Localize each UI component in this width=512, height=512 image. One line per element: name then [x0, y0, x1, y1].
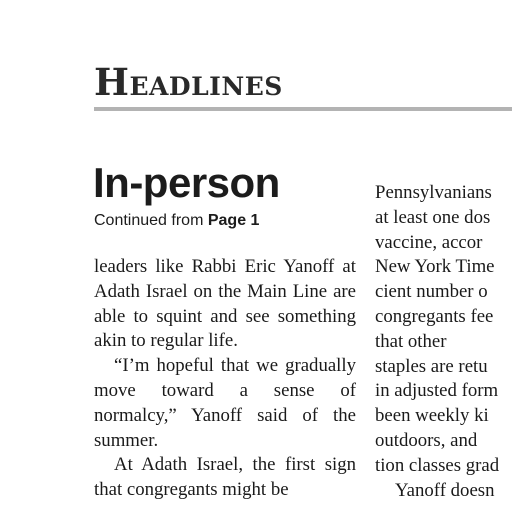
continued-prefix: Continued from — [94, 212, 208, 229]
article-column-right — [375, 181, 512, 503]
column-line: in adjusted form — [375, 380, 499, 402]
section-header — [94, 60, 283, 104]
column-line: staples are retu — [375, 355, 488, 377]
continued-page-ref: Page 1 — [207, 212, 260, 229]
column-line: congregants fee — [375, 305, 494, 327]
article-column-left — [94, 255, 356, 503]
paragraph: “I’m hopeful that we gradually move toward a sense of normalcy,” Yanoff said of the summer. — [94, 355, 356, 451]
paragraph: At Adath Israel, the first sign that congregants might be — [94, 454, 356, 501]
column-line: Pennsylvanians — [375, 182, 492, 203]
column-line: Yanoff doesn — [395, 479, 495, 501]
section-divider — [94, 107, 512, 111]
column-line: that other — [375, 330, 447, 352]
column-line: tion classes grad — [375, 454, 500, 476]
column-line: been weekly ki — [375, 405, 489, 427]
column-line: New York Time — [375, 256, 495, 278]
article-headline: In-person — [93, 159, 280, 206]
paragraph: leaders like Rabbi Eric Yanoff at Adath Israel on the Main Line are able to squint and see something akin to regular life. — [94, 256, 356, 352]
section-title-rest: EADLINES — [129, 72, 283, 101]
section-title-initial: H — [94, 60, 130, 104]
column-line: outdoors, and — [375, 429, 478, 451]
column-line: vaccine, accor — [375, 231, 483, 253]
continued-from-line — [94, 211, 259, 231]
column-line: cient number o — [375, 281, 488, 303]
column-line: at least one dos — [375, 206, 491, 228]
